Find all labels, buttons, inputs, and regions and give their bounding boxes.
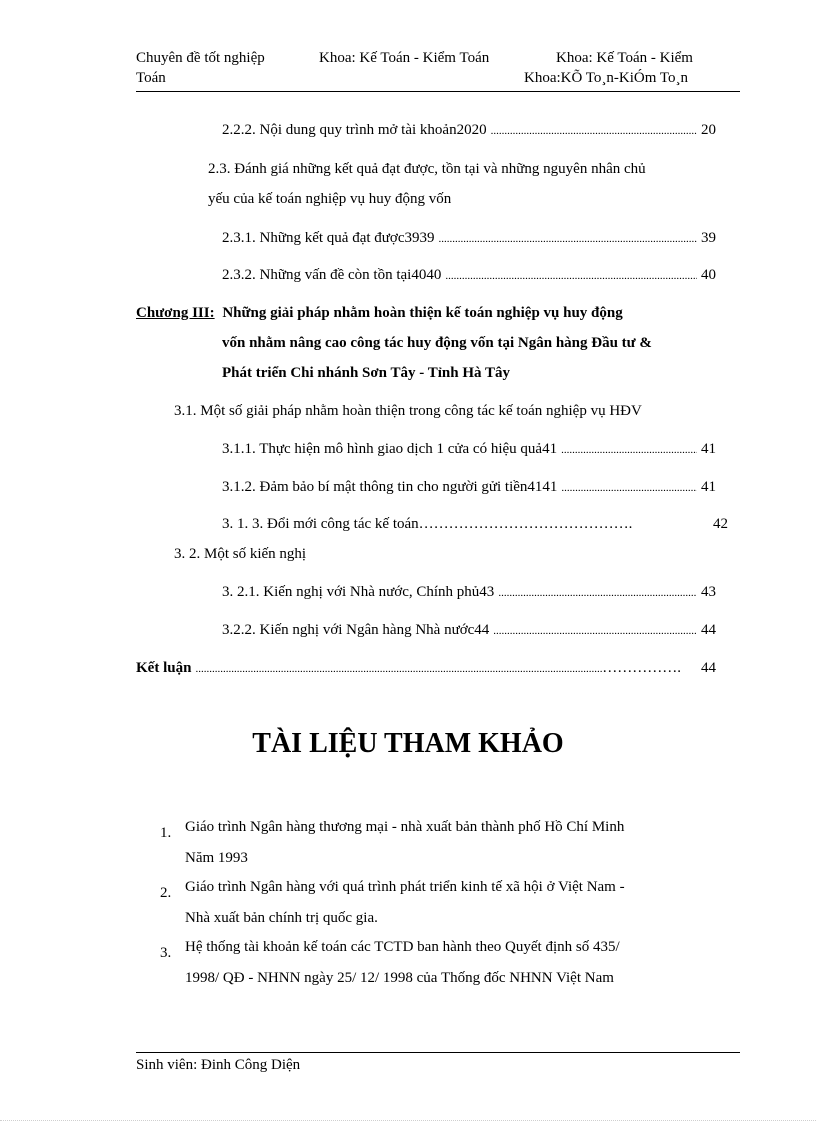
- toc-page: 44: [701, 622, 716, 638]
- header-rule: [136, 91, 740, 92]
- toc-conclusion: [136, 660, 716, 677]
- toc-label: 3. 2.1. Kiến nghị với Nhà nước, Chính phủ43: [222, 584, 495, 600]
- toc-item-3-1-1: [222, 441, 716, 458]
- toc-leader-tail: …………….: [602, 660, 681, 676]
- toc-item-2-3-2: [222, 267, 716, 284]
- toc-chapter-3-line1: [136, 305, 623, 322]
- toc-label: 2.3.2. Những vấn đề còn tồn tại4040: [222, 267, 442, 283]
- reference-text-line1: Giáo trình Ngân hàng với quá trình phát triển kinh tế xã hội ở Việt Nam -: [185, 879, 625, 895]
- toc-leader: [439, 230, 698, 247]
- header-faculty-garbled: Khoa:KÕ To¸n-KiÓm To¸n: [524, 70, 688, 86]
- toc-leader: [498, 584, 697, 601]
- chapter-3-prefix: Chương III:: [136, 305, 215, 321]
- toc-chapter-3-line2: vốn nhằm nâng cao công tác huy động vốn tại Ngân hàng Đầu tư &: [222, 335, 652, 351]
- toc-label: 2.3.1. Những kết quả đạt được3939: [222, 230, 435, 246]
- toc-page-3-1-3: 42: [713, 516, 728, 532]
- reference-number: 3.: [160, 945, 172, 961]
- header-faculty: Khoa: Kế Toán - Kiểm Toán: [319, 50, 490, 66]
- chapter-3-title-line1: Những giải pháp nhằm hoàn thiện kế toán nghiệp vụ huy động: [222, 305, 623, 321]
- toc-label: 3.1.2. Đảm bảo bí mật thông tin cho người gửi tiền4141: [222, 479, 558, 495]
- toc-label: 3. 1. 3. Đổi mới công tác kế toán: [222, 516, 419, 532]
- toc-leader: [195, 660, 602, 677]
- toc-leader: [561, 479, 697, 496]
- reference-text-line2: Nhà xuất bản chính trị quốc gia.: [185, 910, 378, 926]
- toc-leader: [491, 122, 697, 139]
- reference-number: 2.: [160, 885, 172, 901]
- toc-label: 2.2.2. Nội dung quy trình mở tài khoản2020: [222, 122, 487, 138]
- footer-rule: [136, 1052, 740, 1053]
- toc-item-3-2-2: [222, 622, 716, 639]
- page-edge: [0, 1120, 816, 1121]
- toc-page: 40: [701, 267, 716, 283]
- toc-item-2-2-2: [222, 122, 716, 139]
- header-faculty-repeat: Khoa: Kế Toán - Kiểm: [556, 50, 693, 66]
- header-topic: Chuyên đề tốt nghiệp: [136, 50, 265, 66]
- toc-page: 44: [701, 660, 716, 676]
- reference-text-line1: Giáo trình Ngân hàng thương mại - nhà xuất bản thành phố Hồ Chí Minh: [185, 819, 625, 835]
- toc-leader: [493, 622, 697, 639]
- toc-item-3-2: 3. 2. Một số kiến nghị: [174, 546, 307, 562]
- reference-item: [160, 932, 740, 994]
- reference-number: 1.: [160, 825, 172, 841]
- toc-item-2-3-line1: 2.3. Đánh giá những kết quả đạt được, tồn tại và những nguyên nhân chủ: [208, 161, 646, 177]
- toc-page: 20: [701, 122, 716, 138]
- toc-label: Kết luận: [136, 660, 192, 676]
- toc-leader: …………………………………….: [418, 516, 633, 532]
- toc-page: 41: [701, 479, 716, 495]
- reference-text-line1: Hệ thống tài khoản kế toán các TCTD ban hành theo Quyết định số 435/: [185, 939, 620, 955]
- reference-text-line2: 1998/ QĐ - NHNN ngày 25/ 12/ 1998 của Thống đốc NHNN Việt Nam: [185, 970, 614, 986]
- footer-student: Sinh viên: Đinh Công Diện: [136, 1057, 301, 1073]
- toc-label: 3.1.1. Thực hiện mô hình giao dịch 1 cửa có hiệu quả41: [222, 441, 558, 457]
- toc-page: 41: [701, 441, 716, 457]
- reference-item: [160, 812, 740, 874]
- toc-item-3-2-1: [222, 584, 716, 601]
- references-title: TÀI LIỆU THAM KHẢO: [252, 728, 564, 759]
- toc-label: 3.2.2. Kiến nghị với Ngân hàng Nhà nước44: [222, 622, 490, 638]
- toc-leader: [445, 267, 697, 284]
- toc-item-3-1-2: [222, 479, 716, 496]
- header-topic-wrap: Toán: [136, 70, 166, 86]
- toc-item-2-3-line2: yếu của kế toán nghiệp vụ huy động vốn: [208, 191, 452, 207]
- toc-item-2-3-1: [222, 230, 716, 247]
- reference-text-line2: Năm 1993: [185, 850, 248, 866]
- toc-chapter-3-line3: Phát triển Chi nhánh Sơn Tây - Tỉnh Hà Tây: [222, 365, 510, 381]
- toc-page: 43: [701, 584, 716, 600]
- toc-leader: [561, 441, 697, 458]
- toc-page: 39: [701, 230, 716, 246]
- reference-item: [160, 872, 740, 934]
- toc-item-3-1: 3.1. Một số giải pháp nhằm hoàn thiện trong công tác kế toán nghiệp vụ HĐV: [174, 403, 642, 419]
- toc-item-3-1-3: [222, 516, 632, 533]
